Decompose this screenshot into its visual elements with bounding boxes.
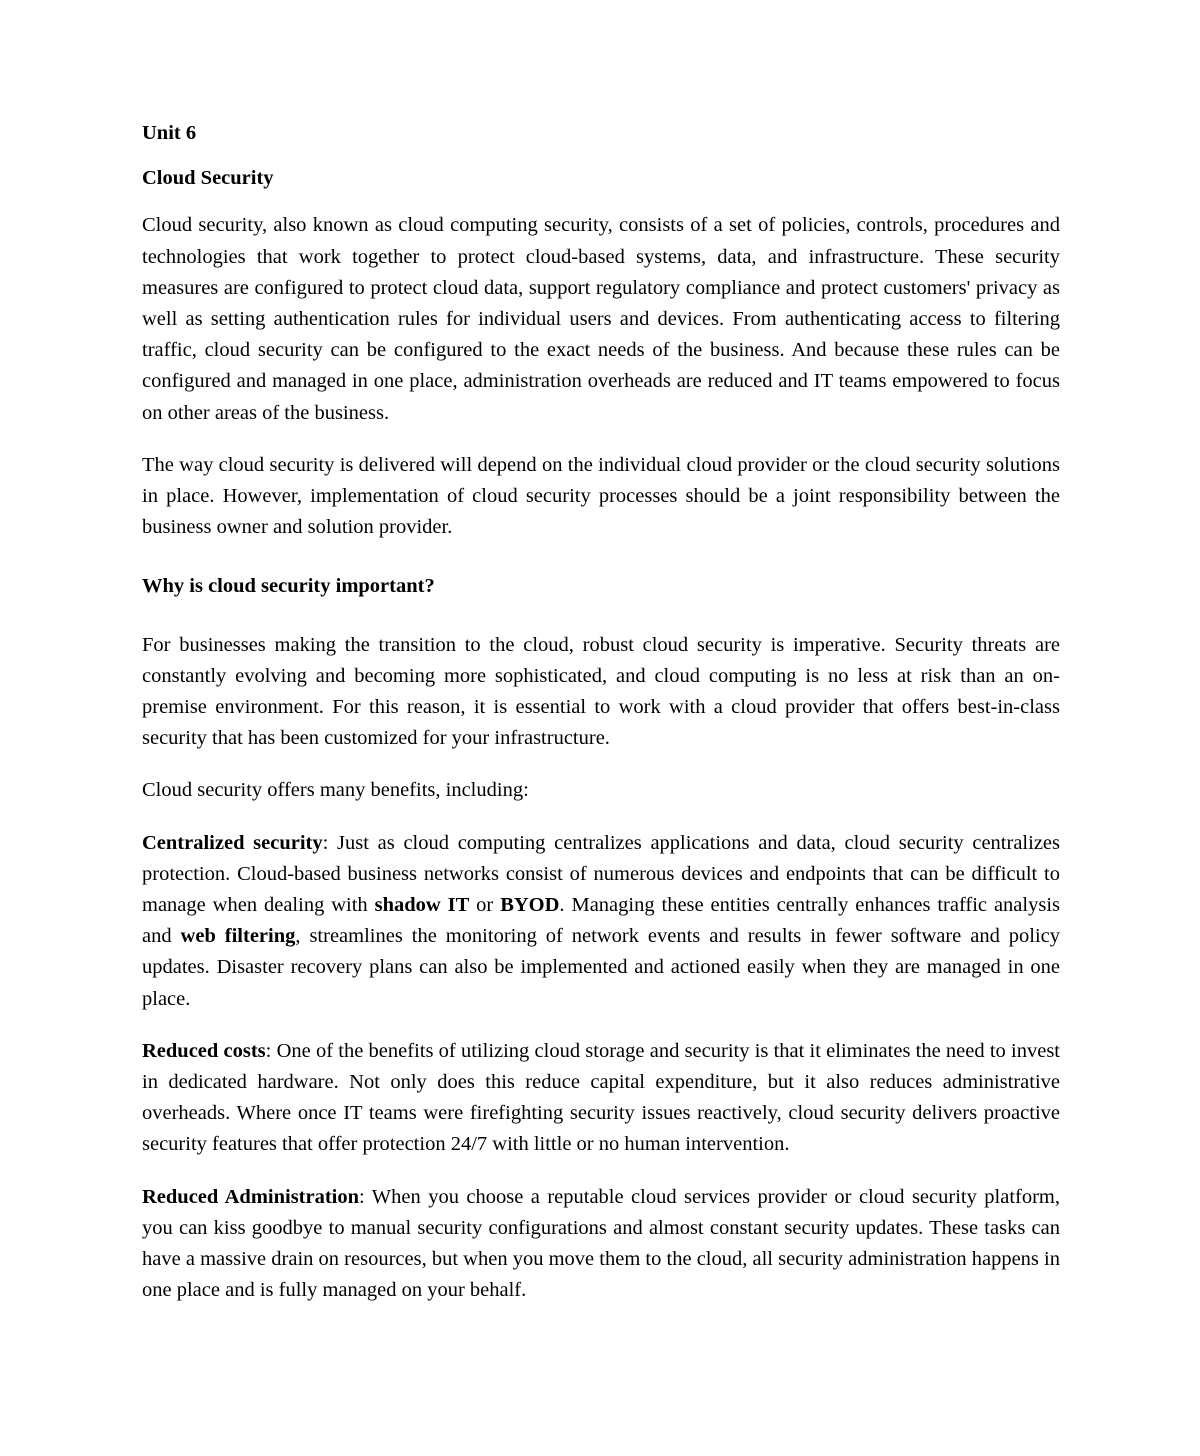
section-heading-why: Why is cloud security important?	[142, 575, 435, 598]
benefit-term: Reduced costs	[142, 1039, 266, 1062]
benefit-text: : When you choose a reputable cloud services provider or cloud security platform, you can kiss goodbye to manual security configurations and almost constant security updates. These tasks can have a massive drain on resources, but when you move them to the cloud, all security administration happens in one place and is fully managed on your behalf.	[142, 1185, 1060, 1302]
benefit-text: . Managing these entities centrally enhances traffic analysis and	[142, 894, 1060, 948]
benefit-reduced-administration	[142, 1182, 1060, 1307]
benefit-text: , streamlines the monitoring of network events and results in fewer software and policy updates. Disaster recovery plans can also be implemented and actioned easily when they are managed in one place.	[142, 925, 1060, 1010]
bold-term-byod: BYOD	[500, 894, 560, 917]
intro-paragraph-2: The way cloud security is delivered will depend on the individual cloud provider or the cloud security solutions in place. However, implementation of cloud security processes should be a joint responsibility between the business owner and solution provider.	[142, 453, 1060, 539]
bold-term-web-filtering: web filtering	[180, 925, 296, 948]
benefit-term: Centralized security	[142, 831, 323, 854]
benefit-term: Reduced Administration	[142, 1185, 360, 1208]
benefits-intro: Cloud security offers many benefits, including:	[142, 779, 529, 802]
intro-paragraph-1: Cloud security, also known as cloud computing security, consists of a set of policies, controls, procedures and technologies that work together to protect cloud-based systems, data, and infrastructure. These security measures are configured to protect cloud data, support regulatory compliance and protect customers' privacy as well as setting authentication rules for individual users and devices. From authenticating access to filtering traffic, cloud security can be configured to the exact needs of the business. And because these rules can be configured and managed in one place, administration overheads are reduced and IT teams empowered to focus on other areas of the business.	[142, 214, 1060, 424]
benefit-text: : One of the benefits of utilizing cloud storage and security is that it eliminates the need to invest in dedicated hardware. Not only does this reduce capital expenditure, but it also reduces administrative overheads. Where once IT teams were firefighting security issues reactively, cloud security delivers proactive security features that offer protection 24/7 with little or no human intervention.	[142, 1039, 1061, 1156]
benefit-reduced-costs	[142, 1036, 1060, 1161]
page-title: Cloud Security	[142, 167, 274, 190]
why-paragraph: For businesses making the transition to the cloud, robust cloud security is imperative. Security threats are constantly evolving and becoming more sophisticated, and cloud computing is no less at risk than an on-premise environment. For this reason, it is essential to work with a cloud provider that offers best-in-class security that has been customized for your infrastructure.	[142, 633, 1060, 750]
bold-term-shadow-it: shadow IT	[374, 894, 470, 917]
unit-heading: Unit 6	[142, 122, 197, 144]
benefit-text: or	[469, 894, 501, 917]
benefit-text: : Just as cloud computing centralizes applications and data, cloud security centralizes protection. Cloud-based business networks consist of numerous devices and endpoints that can be difficult to manage when dealing with	[142, 831, 1060, 917]
document-page	[142, 118, 1060, 1328]
benefit-centralized-security	[142, 828, 1060, 1015]
